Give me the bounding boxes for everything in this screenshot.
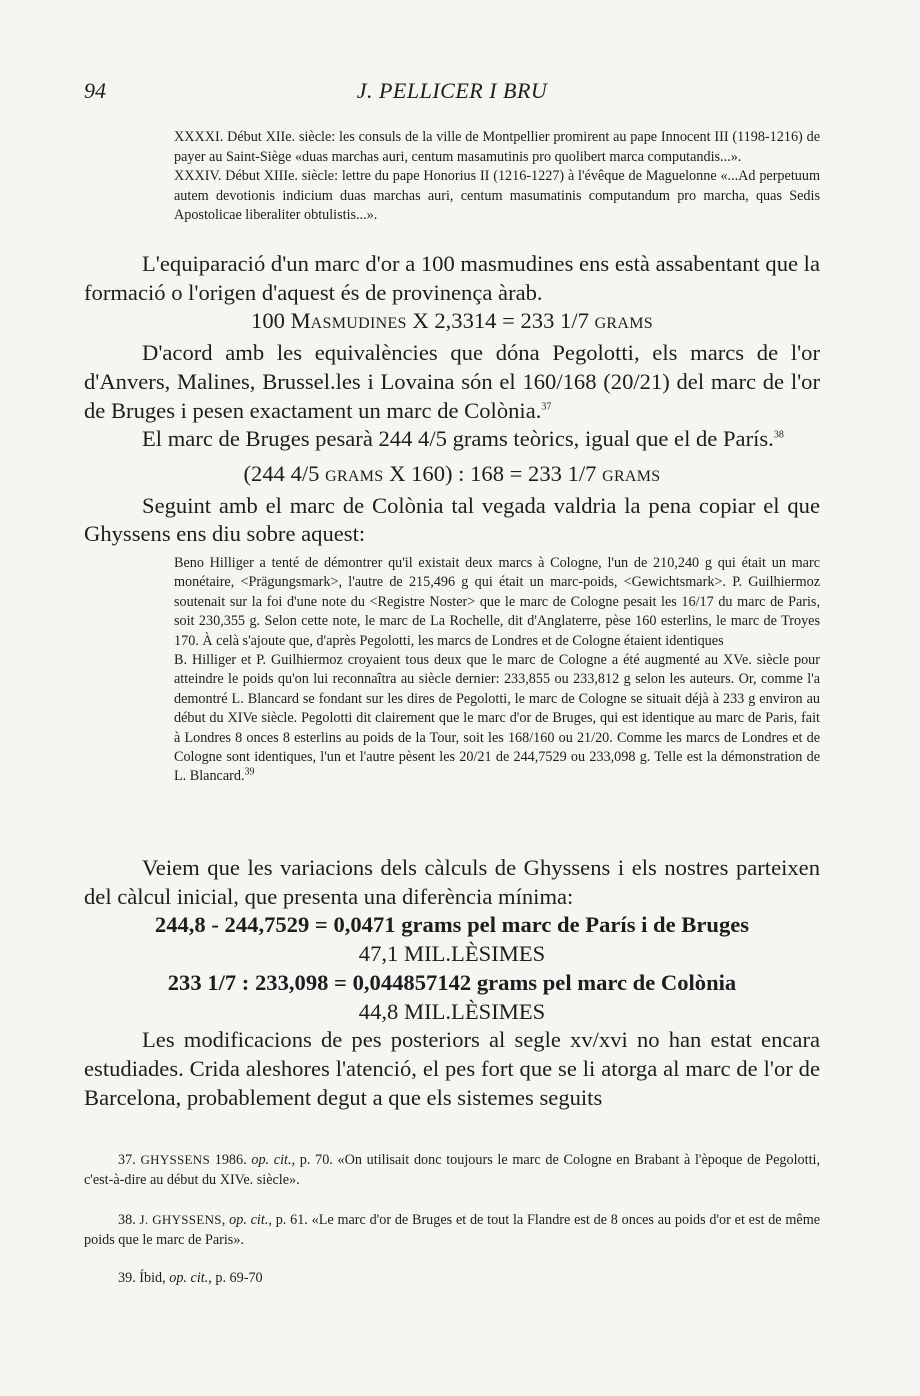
note-xxxxi: XXXXI. Début XIIe. siècle: les consuls de la ville de Montpellier promirent au pape Innocent III (1198-1216) de payer au Saint-Siège «duas marchas auri, centum masamutinis pro quolibert marca computandis...». (174, 129, 820, 165)
formula-masmudines: 100 MASMUDINES X 2,3314 = 233 1/7 GRAMS (251, 308, 653, 334)
paragraph-pegolotti: D'acord amb les equivalències que dóna Pegolotti, els marcs de l'or d'Anvers, Malines, Brussel.les i Lovaina són el 160/168 (20/21) del marc de l'or de Bruges i pesen exactament un marc de Colònia.$^{37}$ (84, 340, 820, 423)
formula-grams: (244 4/5 GRAMS X 160) : 168 = 233 1/7 GRAMS (243, 460, 661, 486)
block-quote (174, 554, 820, 787)
footnote-ref-37: 37 (541, 400, 552, 412)
paragraph-ghyssens-intro: Seguint amb el marc de Colònia tal vegada valdria la pena copiar el que Ghyssens ens diu sobre aquest: (84, 492, 820, 547)
page-number: 94 (84, 78, 106, 103)
page-header (84, 78, 820, 108)
footnote-ref-38: 38 (773, 429, 784, 441)
running-title: J. PELLICER I BRU (356, 78, 548, 103)
paragraph-equiparacio: L'equiparació d'un marc d'or a 100 masmudines ens està assabentant que la formació o l'origen d'aquest és de provinença àrab. (84, 251, 820, 305)
footnote-39: 39. Íbid, op. cit., p. 69-70 (118, 1270, 263, 1286)
paragraph-modificacions: Les modificacions de pes posteriors al segle xv/xvi no han estat encara estudiades. Crida aleshores l'atenció, el pes fort que se li atorga al marc de l'or de Barcelona, probablement degut a que els sistemes seguits (84, 1027, 820, 1110)
quote-paragraph-1: Beno Hilliger a tenté de démontrer qu'il existait deux marcs à Cologne, l'un de 210,240 g qui était un marc monétaire, <Prägungsmark>, l'autre de 215,496 g qui était un marc-poids, <Gewichtsmark>. P. Guilhiermoz soutenait sur la foi d'une note du <Registre Noster> que le marc de Cologne pesait les 16/17 du marc de Paris, soit 230,355 g. Selon cette note, le marc de La Rochelle, dit d'Anglaterre, pèse 160 esterlins, le marc de Troyes 170. À celà s'ajoute que, d'après Pegolotti, les marcs de Londres et de Cologne étaient identiques (174, 555, 820, 649)
quote-paragraph-2: B. Hilliger et P. Guilhiermoz croyaient tous deux que le marc de Cologne a été augmenté au XVe. siècle pour atteindre le poids qu'on lui reconnaîtra au siècle dernier: 233,855 ou 233,812 g selon les auteurs. Or, comme l'a demontré L. Blancard se fondant sur les dires de Pegolotti, le marc de Cologne se situait déjà à 233 g environ au début du XIVe siècle. Pegolotti dit clairement que le marc d'or de Bruges, qui est identique au marc de Paris, fait à Londres 8 onces 8 esterlins au poids de la Tour, soit les 168/160 ou 21/20. Comme les marcs de Londres et de Cologne sont identiques, l'un et l'autre pèsent les 20/21 de 244,7529 ou 233,098 g. Telle est la démonstration de L. Blancard.$^{39}$ (174, 652, 820, 785)
note-xxxiv: XXXIV. Début XIIIe. siècle: lettre du pape Honorius II (1216-1227) à l'évêque de Maguelonne «...Ad perpetuum autem devotionis indicium duas marchas auri, centum masumatinis computandum pro marcha, quas Sedis Apostolicae liberaliter obtulistis...». (174, 168, 820, 224)
result-paris-bruges: 244,8 - 244,7529 = 0,0471 grams pel marc de París i de Bruges (154, 912, 750, 938)
result-colonia: 233 1/7 : 233,098 = 0,044857142 grams pel marc de Colònia (167, 969, 737, 995)
footnote-ref-39: 39 (244, 766, 255, 778)
paragraph-marc-bruges: El marc de Bruges pesarà 244 4/5 grams teòrics, igual que el de París.$^{38}$ (142, 426, 784, 452)
result-colonia-milesimes: 44,8 MIL.LÈSIMES (358, 998, 546, 1024)
footnote-38: 38. J. GHYSSENS, op. cit., p. 61. «Le marc d'or de Bruges et de tout la Flandre est de 8 onces au poids d'or et est de même poids que le marc de Paris». (84, 1212, 821, 1248)
result-paris-milesimes: 47,1 MIL.LÈSIMES (358, 941, 546, 967)
footnote-37: 37. GHYSSENS 1986. op. cit., p. 70. «On utilisait donc toujours le marc de Cologne en Brabant à l'èpoque de Pegolotti, c'est-à-dire au début du XIVe. siècle». (84, 1152, 821, 1188)
top-notes (174, 128, 820, 226)
main-text-top (84, 250, 820, 549)
paragraph-variacions: Veiem que les variacions dels càlculs de Ghyssens i els nostres parteixen del càlcul inicial, que presenta una diferència mínima: (84, 855, 820, 909)
main-text-bottom (84, 854, 820, 1112)
